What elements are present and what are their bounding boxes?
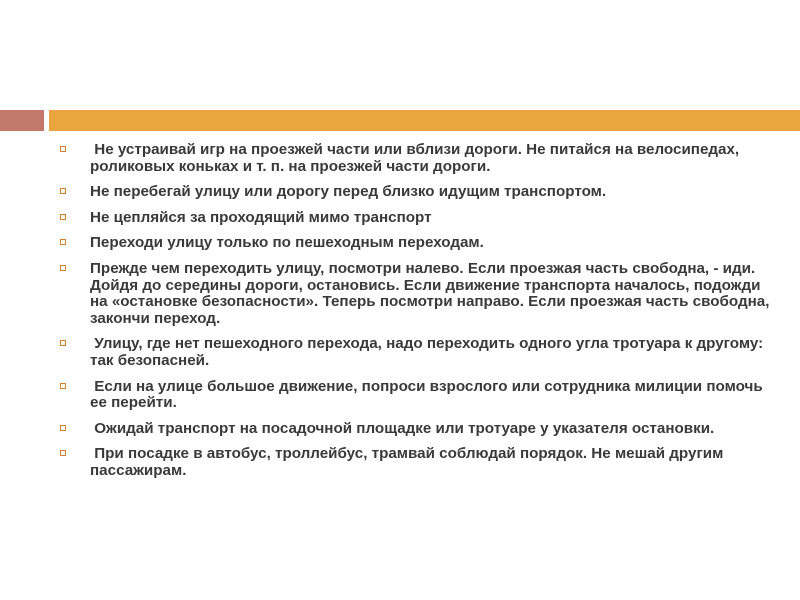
bullet-text: При посадке в автобус, троллейбус, трамвай соблюдай порядок. Не мешай другим пассажирам. [90, 445, 728, 479]
bullet-list [58, 142, 778, 489]
bullet-item [58, 142, 778, 175]
square-bullet-icon [60, 188, 66, 194]
bullet-item [58, 336, 778, 369]
accent-bar [49, 110, 800, 131]
bullet-text: Не цепляйся за проходящий мимо транспорт [90, 208, 432, 226]
bullet-text: Не перебегай улицу или дорогу перед близко идущим транспортом. [90, 183, 607, 201]
accent-block-left [0, 110, 44, 131]
bullet-item [58, 261, 778, 327]
bullet-item [58, 184, 778, 201]
bullet-item [58, 379, 778, 412]
square-bullet-icon [60, 214, 66, 220]
bullet-text: Не устраивай игр на проезжей части или вблизи дороги. Не питайся на велосипедах, роликовых коньках и т. п. на проезжей части дороги. [90, 141, 744, 175]
bullet-text: Прежде чем переходить улицу, посмотри налево. Если проезжая часть свободна, - иди. Дойдя до середины дороги, остановись. Если движение транспорта началось, подожди на «остановке безопасности». Теперь посмотри направо. Если проезжая часть свободна, закончи переход. [90, 259, 774, 327]
bullet-item [58, 421, 778, 438]
square-bullet-icon [60, 383, 66, 389]
bullet-item [58, 446, 778, 479]
square-bullet-icon [60, 340, 66, 346]
square-bullet-icon [60, 450, 66, 456]
square-bullet-icon [60, 425, 66, 431]
bullet-item [58, 235, 778, 252]
bullet-text: Переходи улицу только по пешеходным переходам. [90, 234, 484, 252]
bullet-text: Улицу, где нет пешеходного перехода, надо переходить одного угла тротуара к другому: так безопасней. [90, 335, 768, 369]
square-bullet-icon [60, 239, 66, 245]
bullet-text: Если на улице большое движение, попроси взрослого или сотрудника милиции помочь ее перейти. [90, 377, 767, 412]
square-bullet-icon [60, 146, 66, 152]
bullet-text: Ожидай транспорт на посадочной площадке или тротуаре у указателя остановки. [90, 419, 715, 437]
square-bullet-icon [60, 265, 66, 271]
bullet-item [58, 210, 778, 227]
